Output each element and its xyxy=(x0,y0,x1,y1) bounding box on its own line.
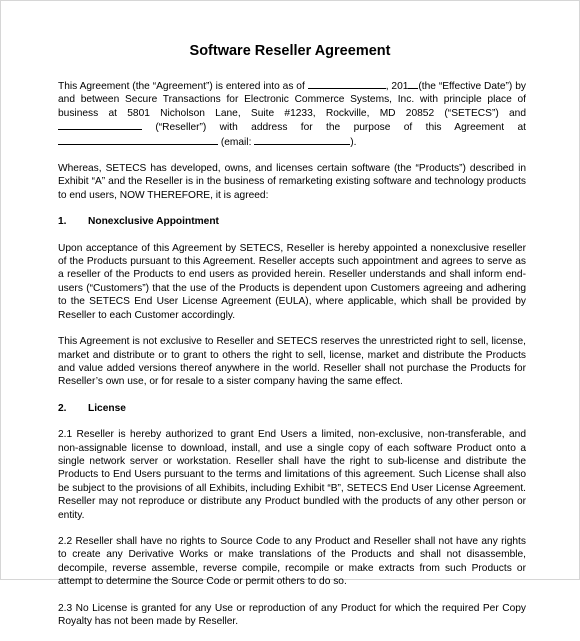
whereas-paragraph: Whereas, SETECS has developed, owns, and licenses certain software (the “Products”) described in Exhibit “A” and the Reseller is in the business of remarketing existing software and technology products to end users, NOW THEREFORE, it is agreed: xyxy=(58,163,526,201)
date-blank xyxy=(308,79,386,89)
intro-text-4: (“Reseller”) with address for the purpose of this Agreement at xyxy=(155,122,526,134)
section-2-paragraph-1: 2.1 Reseller is hereby authorized to grant End Users a limited, non-exclusive, non-transferable, and non-assignable license to download, install, and use a single copy of each software Product onto a single network server or workstation. Reseller shall have the right to sub-license and distribute the Products to End Users pursuant to the terms and limitations of this agreement. Such License shall also be subject to the provisions of all Exhibits, including Exhibit “B”, SETECS End User License Agreement. Reseller may not reproduce or distribute any Product bundled with the products of any other person or entity. xyxy=(58,429,526,521)
document-body xyxy=(58,79,526,641)
section-2-paragraph-2: 2.2 Reseller shall have no rights to Source Code to any Product and Reseller shall not have any rights to create any Derivative Works or make translations of the Products and shall not disassemble, decompile, reverse assemble, reverse compile, recompile or make extracts from such Products or attempt to determine the Source Code or permit others to do so. xyxy=(58,535,526,588)
page-title: Software Reseller Agreement xyxy=(189,43,391,59)
section-2-title: License xyxy=(88,402,126,414)
address-blank xyxy=(58,135,218,145)
email-blank xyxy=(254,135,350,145)
section-2-number: 2. xyxy=(58,402,67,414)
section-1-paragraph-2: This Agreement is not exclusive to Reseller and SETECS reserves the unrestricted right to sell, license, market and distribute or to grant to others the right to sell, license, market and distribute the Products and value added versions thereof anywhere in the world. Reseller shall not purchase the Products for Reseller’s own use, or for resale to a sister company having the same effect. xyxy=(58,336,526,388)
section-2-paragraph-3: 2.3 No License is granted for any Use or reproduction of any Product for which the required Per Copy Royalty has not been made by Reseller. xyxy=(58,602,526,627)
section-1-paragraph-1: Upon acceptance of this Agreement by SETECS, Reseller is hereby appointed a nonexclusive reseller of the Products pursuant to this Agreement. Reseller accepts such appointment and agrees to serve as a reseller of the Products to end users as provided herein. Reseller understands and shall inform end-users (“Customers”) that the use of the Products is dependent upon Customers agreeing and adhering to the SETECS End User License Agreement (EULA), where applicable, which shall be provided by Reseller to each Customer accordingly. xyxy=(58,242,526,321)
intro-text-2: , 201 xyxy=(385,81,409,92)
section-1-title: Nonexclusive Appointment xyxy=(88,216,219,228)
intro-text-6: ). xyxy=(350,136,357,148)
intro-paragraph xyxy=(58,79,526,149)
intro-text-3: (the “Effective Date”) by and between Secure Transactions for Electronic Commerce Systems, Inc. with principle place of business at 5801 Nicholson Lane, Suite #1233, Rockville, MD 20852 (“SETECS”) and xyxy=(58,81,526,119)
section-1-heading xyxy=(58,215,526,228)
section-1-number: 1. xyxy=(58,216,67,228)
reseller-name-blank xyxy=(58,120,142,130)
intro-text-1: This Agreement (the “Agreement”) is entered into as of xyxy=(58,81,308,92)
section-2-heading xyxy=(58,402,526,415)
intro-text-5: (email: xyxy=(218,136,255,148)
year-blank xyxy=(408,79,418,89)
